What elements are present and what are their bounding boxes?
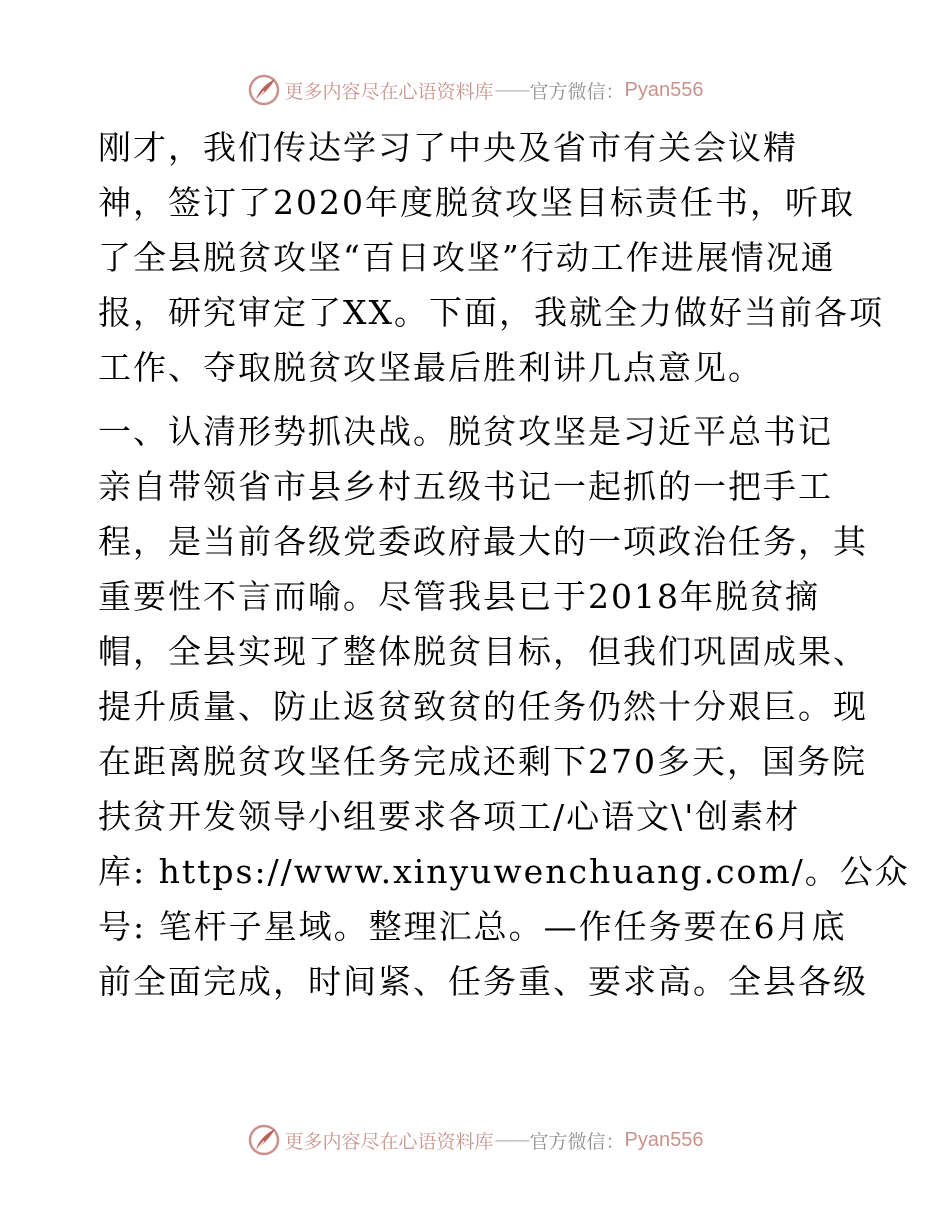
text-line: 扶贫开发领导小组要求各项工/心语文\'创素材 bbox=[98, 797, 801, 836]
text-line: 提升质量、防止返贫致贫的任务仍然十分艰巨。现 bbox=[98, 687, 868, 726]
text-line: 前全面完成，时间紧、任务重、要求高。全县各级 bbox=[98, 962, 868, 1001]
watermark-separator: —— bbox=[494, 1129, 529, 1151]
text-line: 帽，全县实现了整体脱贫目标，但我们巩固成果、 bbox=[98, 632, 868, 671]
text-line: 报，研究审定了XX。下面，我就全力做好当前各项 bbox=[98, 293, 884, 332]
watermark-wechat-id: Pyan556 bbox=[624, 78, 704, 101]
watermark-brand-text: 更多内容尽在心语资料库 bbox=[284, 80, 494, 103]
text-line: 程，是当前各级党委政府最大的一项政治任务，其 bbox=[98, 522, 868, 561]
paragraph-section-one bbox=[98, 404, 910, 1009]
text-line: 刚才，我们传达学习了中央及省市有关会议精 bbox=[98, 128, 798, 167]
text-line: 工作、夺取脱贫攻坚最后胜利讲几点意见。 bbox=[98, 348, 763, 387]
header-watermark bbox=[0, 70, 950, 110]
watermark-separator: —— bbox=[494, 79, 529, 101]
watermark-label: 官方微信： bbox=[529, 80, 625, 103]
document-body bbox=[98, 120, 910, 1009]
text-line: 神，签订了2020年度脱贫攻坚目标责任书，听取 bbox=[98, 183, 855, 222]
watermark-label: 官方微信： bbox=[529, 1130, 625, 1153]
quill-pen-logo-icon bbox=[247, 1123, 281, 1157]
footer-watermark bbox=[0, 1120, 950, 1160]
text-line: 库: https://www.xinyuwenchuang.com/。公众 bbox=[98, 852, 910, 891]
text-line: 重要性不言而喻。尽管我县已于2018年脱贫摘 bbox=[98, 577, 820, 616]
quill-pen-logo-icon bbox=[247, 73, 281, 107]
paragraph-gap bbox=[98, 395, 868, 404]
paragraph-intro bbox=[98, 120, 884, 395]
watermark-brand-text: 更多内容尽在心语资料库 bbox=[284, 1130, 494, 1153]
text-line: 一、认清形势抓决战。脱贫攻坚是习近平总书记 bbox=[98, 412, 833, 451]
watermark-wechat-id: Pyan556 bbox=[624, 1128, 704, 1151]
text-line: 亲自带领省市县乡村五级书记一起抓的一把手工 bbox=[98, 467, 833, 506]
text-line: 号: 笔杆子星域。整理汇总。—作任务要在6月底 bbox=[98, 907, 847, 946]
text-line: 在距离脱贫攻坚任务完成还剩下270多天，国务院 bbox=[98, 742, 867, 781]
text-line: 了全县脱贫攻坚“百日攻坚”行动工作进展情况通 bbox=[98, 238, 836, 277]
